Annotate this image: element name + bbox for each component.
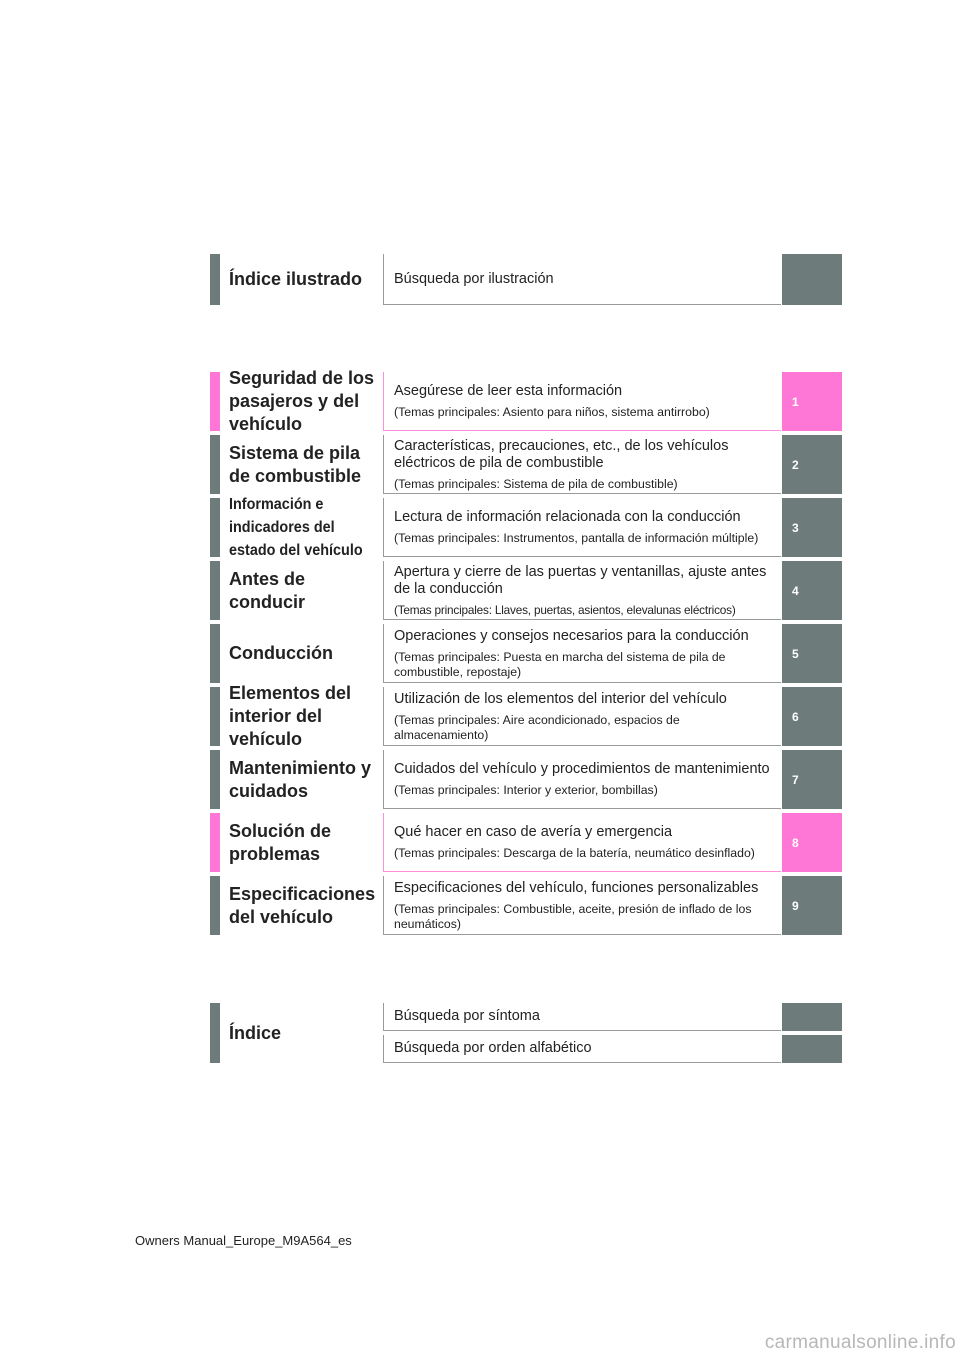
chapter-title: Mantenimiento y cuidados [229,757,372,801]
chapter-title: Sistema de pila de combustible [229,442,362,486]
chapter-desc [383,498,781,557]
chapter-sub-text: (Temas principales: Descarga de la batería, neumático desinflado) [394,846,755,860]
chapter-main-text: Lectura de información relacionada con la conducción [394,509,741,525]
chapter-row-6[interactable] [210,683,842,749]
chapter-sub-text: (Temas principales: Instrumentos, pantalla de información múltiple) [394,531,759,545]
chapter-title: Seguridad de los pasajeros y del vehículo [229,368,375,434]
chapter-main-text: Apertura y cierre de las puertas y ventanillas, ajuste antes de la conducción [394,563,767,597]
chapter-main-text: Especificaciones del vehículo, funciones personalizables [394,879,759,896]
chapter-sub-text: (Temas principales: Sistema de pila de combustible) [394,476,678,491]
chapter-desc [383,876,781,935]
chapter-desc [383,624,781,683]
page-footer: Owners Manual_Europe_M9A564_es [135,1233,352,1248]
chapter-tab-5[interactable]: 5 [782,624,842,683]
index-alphabetical-desc [383,1035,781,1063]
chapter-title: Solución de problemas [229,820,332,864]
chapter-row-7[interactable] [210,750,842,809]
illustrated-index-desc [383,254,781,305]
chapter-bar [210,435,220,494]
chapter-main-text: Qué hacer en caso de avería y emergencia [394,824,673,840]
chapter-tab-7[interactable]: 7 [782,750,842,809]
chapter-desc [383,372,781,431]
chapter-bar [210,372,220,431]
chapter-main-text: Características, precauciones, etc., de los vehículos eléctricos de pila de combustible [394,437,729,471]
chapter-row-9[interactable] [210,876,842,935]
chapter-row-5[interactable] [210,624,842,683]
illustrated-index-tab[interactable] [782,254,842,305]
chapter-tab-4[interactable]: 4 [782,561,842,620]
chapter-desc [383,750,781,809]
index-by-symptom-row[interactable] [210,1003,842,1031]
chapter-main-text: Cuidados del vehículo y procedimientos de mantenimiento [394,761,770,777]
chapter-sub-text: (Temas principales: Asiento para niños, sistema antirrobo) [394,405,710,419]
chapter-title: Antes de conducir [229,568,306,612]
chapter-title: Especificaciones del vehículo [229,883,376,927]
chapter-bar [210,561,220,620]
chapter-bar [210,750,220,809]
chapter-bar [210,624,220,683]
chapter-bar [210,687,220,746]
illustrated-index-row[interactable] [210,254,842,305]
chapter-sub-text: (Temas principales: Combustible, aceite, presión de inflado de los neumáticos) [394,901,752,931]
index-alphabetical-text: Búsqueda por orden alfabético [394,1040,592,1056]
index-by-symptom-tab[interactable] [782,1003,842,1031]
chapter-tab-6[interactable]: 6 [782,687,842,746]
index-alphabetical-tab[interactable] [782,1035,842,1063]
section-bar [210,254,220,305]
chapter-main-text: Asegúrese de leer esta información [394,383,623,399]
illustrated-index-desc-text: Búsqueda por ilustración [394,271,554,287]
chapter-desc [383,813,781,872]
chapter-sub-text: (Temas principales: Llaves, puertas, asientos, elevalunas eléctricos) [394,602,736,617]
chapter-sub-text: (Temas principales: Interior y exterior, bombillas) [394,783,658,797]
index-by-symptom-text: Búsqueda por síntoma [394,1008,540,1024]
chapter-row-2[interactable] [210,435,842,494]
chapter-row-3[interactable] [210,498,842,557]
chapter-row-8[interactable] [210,813,842,872]
chapter-desc [383,561,781,620]
chapter-row-4[interactable] [210,561,842,620]
illustrated-index-title: Índice ilustrado [229,269,363,289]
index-alphabetical-row[interactable] [210,1035,842,1063]
chapter-main-text: Operaciones y consejos necesarios para la conducción [394,627,749,644]
chapter-tab-2[interactable]: 2 [782,435,842,494]
chapter-tab-1[interactable]: 1 [782,372,842,431]
chapter-desc [383,687,781,746]
chapter-tab-3[interactable]: 3 [782,498,842,557]
chapter-tab-9[interactable]: 9 [782,876,842,935]
watermark-text: carmanualsonline.info [764,1332,956,1353]
chapter-sub-text: (Temas principales: Puesta en marcha del sistema de pila de combustible, repostaje) [394,649,726,679]
chapter-bar [210,498,220,557]
chapter-title: Conducción [229,643,333,663]
chapter-sub-text: (Temas principales: Aire acondicionado, espacios de almacenamiento) [394,712,680,742]
chapter-row-1[interactable] [210,368,842,434]
chapter-title: Elementos del interior del vehículo [229,683,352,749]
chapter-desc [383,435,781,494]
chapter-bar [210,876,220,935]
index-title: Índice [229,1022,282,1043]
chapter-tab-8[interactable]: 8 [782,813,842,872]
chapter-main-text: Utilización de los elementos del interior del vehículo [394,690,727,707]
index-by-symptom-desc [383,1003,781,1031]
chapter-title: Información e indicadores del estado del vehículo [229,496,363,559]
chapter-bar [210,813,220,872]
